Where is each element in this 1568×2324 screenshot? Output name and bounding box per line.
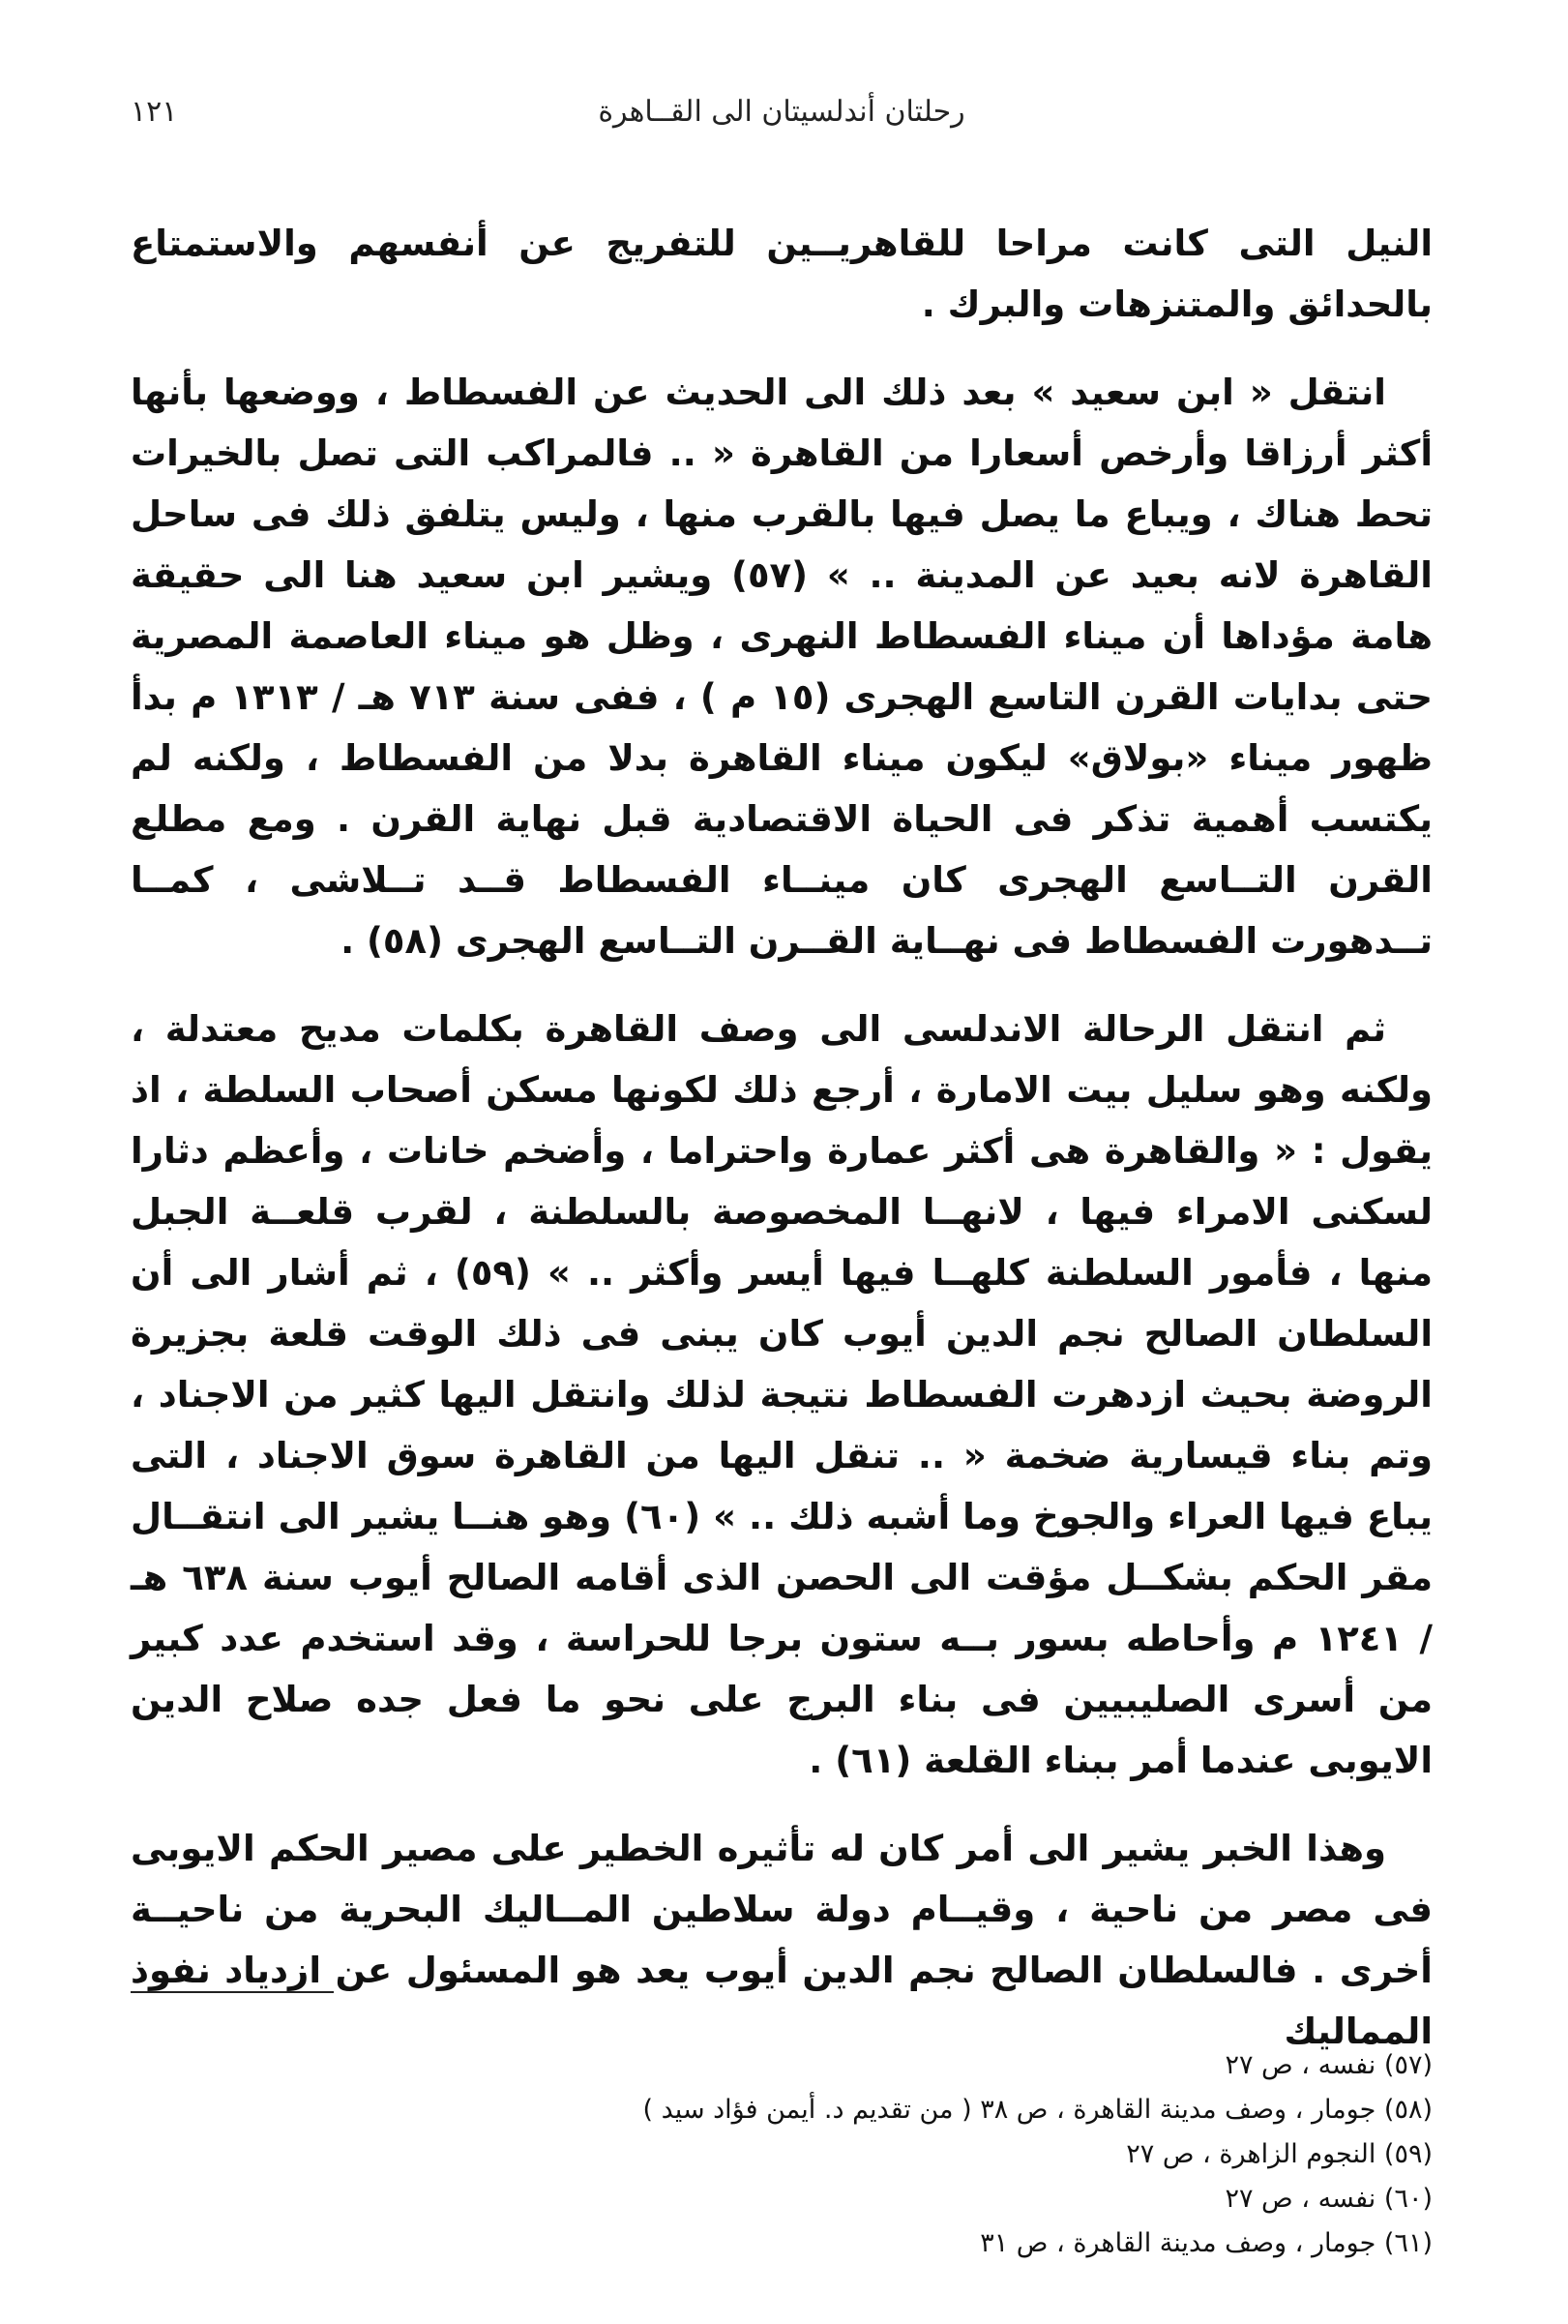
paragraph: وهذا الخبر يشير الى أمر كان له تأثيره الخطير على مصير الحكم الايوبى فى مصر من ناحية ، وقيــام دولة سلاطين المــاليك البحرية من ناحيــة أخرى . فالسلطان الصالح نجم الدين أيوب يعد هو المسئول عن ازدياد نفوذ المماليك: [131, 1828, 1433, 2052]
footnote-divider: [131, 1991, 334, 1993]
paragraph: النيل التى كانت مراحا للقاهريــين للتفريج عن أنفسهم والاستمتاع بالحدائق والمتنزهات والبرك .: [131, 223, 1433, 325]
footnote: (٥٧) نفسه ، ص ٢٧: [1225, 2050, 1433, 2080]
page-number: ١٢١: [131, 95, 178, 129]
footnotes: [131, 2043, 1433, 2266]
footnote: (٥٨) جومار ، وصف مدينة القاهرة ، ص ٣٨ ( من تقديم د. أيمن فؤاد سيد ): [642, 2095, 1433, 2125]
paragraph: انتقل « ابن سعيد » بعد ذلك الى الحديث عن الفسطاط ، ووضعها بأنها أكثر أرزاقا وأرخص أسعارا من القاهرة « .. فالمراكب التى تصل بالخيرات تحط هناك ، ويباع ما يصل فيها بالقرب منها ، وليس يتلفق ذلك فى ساحل القاهرة لانه بعيد عن المدينة .. » (٥٧) ويشير ابن سعيد هنا الى حقيقة هامة مؤداها أن ميناء الفسطاط النهرى ، وظل هو ميناء العاصمة المصرية حتى بدايات القرن التاسع الهجرى (١٥ م ) ، ففى سنة ٧١٣ هـ / ١٣١٣ م بدأ ظهور ميناء «بولاق» ليكون ميناء القاهرة بدلا من الفسطاط ، ولكنه لم يكتسب أهمية تذكر فى الحياة الاقتصادية قبل نهاية القرن . ومع مطلع القرن التــاسع الهجرى كان مينــاء الفسطاط قــد تــلاشى ، كمــا تــدهورت الفسطاط فى نهــاية القــرن التــاسع الهجرى (٥٨) .: [131, 372, 1433, 962]
page-header: [131, 87, 1433, 145]
footnote: (٥٩) النجوم الزاهرة ، ص ٢٧: [1126, 2139, 1433, 2169]
paragraph: ثم انتقل الرحالة الاندلسى الى وصف القاهرة بكلمات مديح معتدلة ، ولكنه وهو سليل بيت الامارة ، أرجع ذلك لكونها مسكن أصحاب السلطة ، اذ يقول : « والقاهرة هى أكثر عمارة واحتراما ، وأضخم خانات ، وأعظم دثارا لسكنى الامراء فيها ، لانهــا المخصوصة بالسلطنة ، لقرب قلعــة الجبل منها ، فأمور السلطنة كلهــا فيها أيسر وأكثر .. » (٥٩) ، ثم أشار الى أن السلطان الصالح نجم الدين أيوب كان يبنى فى ذلك الوقت قلعة بجزيرة الروضة بحيث ازدهرت الفسطاط نتيجة لذلك وانتقل اليها كثير من الاجناد ، وتم بناء قيسارية ضخمة « .. تنقل اليها من القاهرة سوق الاجناد ، التى يباع فيها العراء والجوخ وما أشبه ذلك .. » (٦٠) وهو هنــا يشير الى انتقــال مقر الحكم بشكــل مؤقت الى الحصن الذى أقامه الصالح أيوب سنة ٦٣٨ هـ / ١٢٤١ م وأحاطه بسور بــه ستون برجا للحراسة ، وقد استخدم عدد كبير من أسرى الصليبيين فى بناء البرج على نحو ما فعل جده صلاح الدين الايوبى عندما أمر ببناء القلعة (٦١) .: [131, 1008, 1433, 1781]
running-title: رحلتان أندلسيتان الى القــاهرة: [598, 95, 965, 129]
body-text: [131, 213, 1433, 2062]
footnote: (٦٠) نفسه ، ص ٢٧: [1225, 2184, 1433, 2214]
footnote: (٦١) جومار ، وصف مدينة القاهرة ، ص ٣١: [980, 2228, 1433, 2258]
